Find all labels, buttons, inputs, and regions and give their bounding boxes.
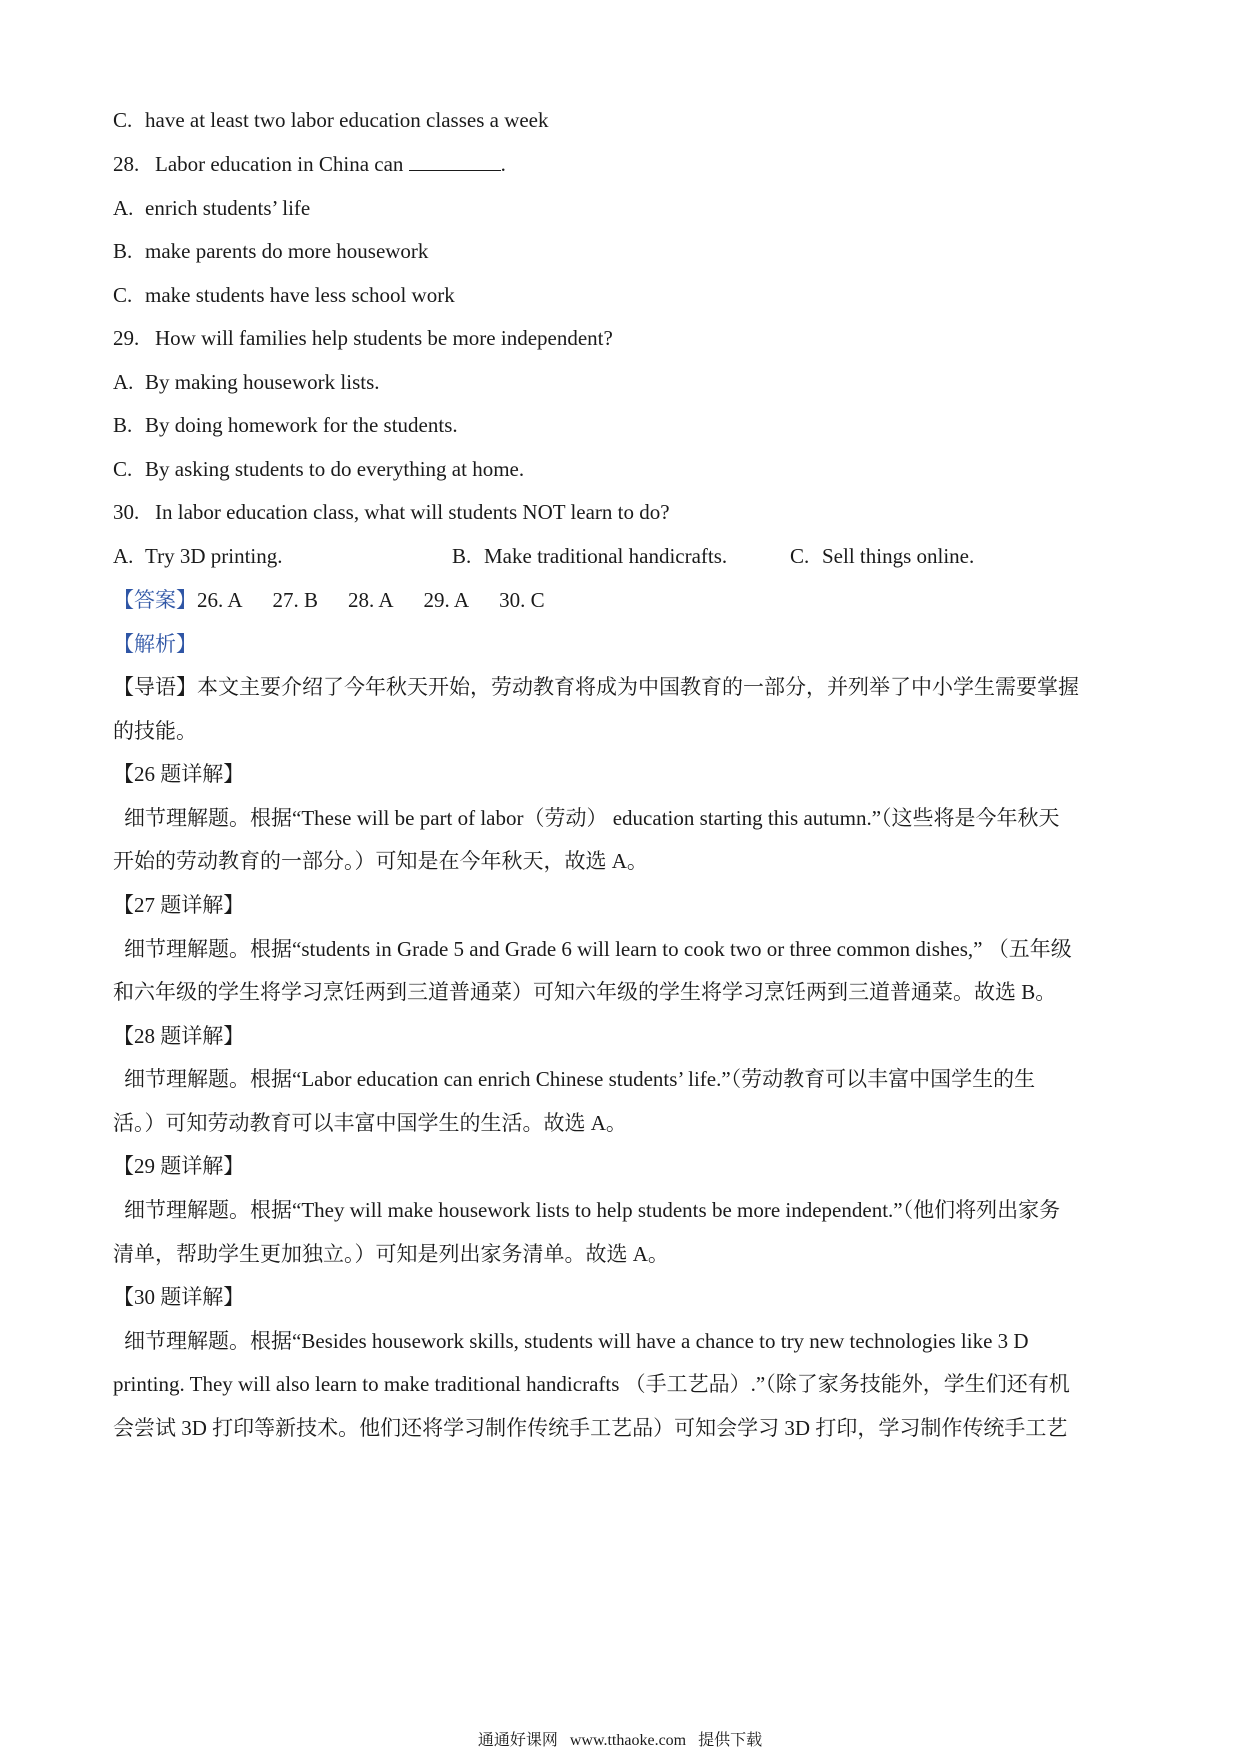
detail-heading-26: 【26 题详解】 — [113, 762, 245, 786]
question-number: 28. — [113, 152, 140, 176]
option-text: Try 3D printing. — [145, 544, 283, 568]
detail-heading-29: 【29 题详解】 — [113, 1154, 245, 1178]
footer-download: 提供下载 — [698, 1732, 763, 1749]
answer-row — [113, 586, 575, 614]
analysis-label: 【解析】 — [113, 632, 197, 656]
option-text: have at least two labor education classes a week — [145, 108, 549, 132]
option-letter: A. — [113, 370, 134, 394]
detail-heading-27: 【27 题详解】 — [113, 893, 245, 917]
detail-line: printing. They will also learn to make traditional handicrafts （手工艺品）.”（除了家务技能外，学生们还有机 — [113, 1372, 1070, 1396]
q28-option-a — [113, 194, 310, 222]
intro-line: 【导语】本文主要介绍了今年秋天开始，劳动教育将成为中国教育的一部分，并列举了中小学生需要掌握 — [113, 675, 1079, 699]
q30-option-a — [113, 542, 283, 570]
q30-stem — [113, 498, 670, 526]
question-number: 29. — [113, 326, 140, 350]
answer-item: 27. B — [272, 588, 319, 612]
question-number: 30. — [113, 500, 140, 524]
option-text: make parents do more housework — [145, 239, 429, 263]
q28-stem — [113, 150, 506, 178]
question-text-end: . — [500, 152, 506, 176]
intro-line: 的技能。 — [113, 719, 197, 743]
detail-line: 会尝试 3D 打印等新技术。他们还将学习制作传统手工艺品）可知会学习 3D 打印，学习制作传统手工艺 — [113, 1416, 1068, 1440]
option-letter: B. — [113, 413, 133, 437]
option-text: By making housework lists. — [145, 370, 380, 394]
option-text: make students have less school work — [145, 283, 455, 307]
detail-line: 清单，帮助学生更加独立。）可知是列出家务清单。故选 A。 — [113, 1242, 669, 1266]
q29-option-a — [113, 368, 380, 396]
answer-item: 30. C — [499, 588, 545, 612]
q28-option-c — [113, 281, 455, 309]
option-letter: A. — [113, 544, 134, 568]
question-text: Labor education in China can — [155, 152, 404, 176]
detail-heading-30: 【30 题详解】 — [113, 1285, 245, 1309]
footer-url[interactable]: www.tthaoke.com — [569, 1732, 687, 1749]
answer-blank — [409, 152, 501, 171]
detail-line: 细节理解题。根据“They will make housework lists to help students be more independent.”（他们将列出家务 — [124, 1198, 1061, 1222]
option-text: Make traditional handicrafts. — [484, 544, 728, 568]
option-letter: C. — [790, 544, 810, 568]
answer-item: 28. A — [348, 588, 394, 612]
question-text: In labor education class, what will students NOT learn to do? — [155, 500, 670, 524]
option-letter: B. — [452, 544, 472, 568]
q27-option-c — [113, 106, 549, 134]
q29-option-b — [113, 411, 458, 439]
detail-line: 活。）可知劳动教育可以丰富中国学生的生活。故选 A。 — [113, 1111, 627, 1135]
answer-label: 【答案】 — [113, 588, 197, 612]
option-text: By asking students to do everything at home. — [145, 457, 525, 481]
option-text: By doing homework for the students. — [145, 413, 458, 437]
q30-option-c — [790, 542, 974, 570]
answer-item: 26. A — [197, 588, 243, 612]
question-text: How will families help students be more independent? — [155, 326, 613, 350]
detail-line: 开始的劳动教育的一部分。）可知是在今年秋天，故选 A。 — [113, 849, 648, 873]
detail-line: 和六年级的学生将学习烹饪两到三道普通菜）可知六年级的学生将学习烹饪两到三道普通菜。故选 B。 — [113, 980, 1057, 1004]
option-letter: B. — [113, 239, 133, 263]
detail-line: 细节理解题。根据“These will be part of labor（劳动） education starting this autumn.”（这些将是今年秋天 — [124, 806, 1060, 830]
q30-option-b — [452, 542, 727, 570]
answer-item: 29. A — [423, 588, 470, 612]
q28-option-b — [113, 237, 428, 265]
detail-line: 细节理解题。根据“students in Grade 5 and Grade 6 will learn to cook two or three common dishes,” （五年级 — [124, 937, 1072, 961]
option-text: enrich students’ life — [145, 196, 311, 220]
option-letter: C. — [113, 108, 133, 132]
q29-option-c — [113, 455, 524, 483]
page-footer — [0, 1731, 1240, 1751]
option-text: Sell things online. — [822, 544, 975, 568]
q29-stem — [113, 324, 613, 352]
detail-line: 细节理解题。根据“Besides housework skills, students will have a chance to try new technologies like 3 D — [124, 1329, 1029, 1353]
detail-heading-28: 【28 题详解】 — [113, 1024, 245, 1048]
option-letter: C. — [113, 457, 133, 481]
option-letter: C. — [113, 283, 133, 307]
detail-line: 细节理解题。根据“Labor education can enrich Chinese students’ life.”（劳动教育可以丰富中国学生的生 — [124, 1067, 1036, 1091]
footer-site-name: 通通好课网 — [477, 1732, 558, 1749]
option-letter: A. — [113, 196, 134, 220]
